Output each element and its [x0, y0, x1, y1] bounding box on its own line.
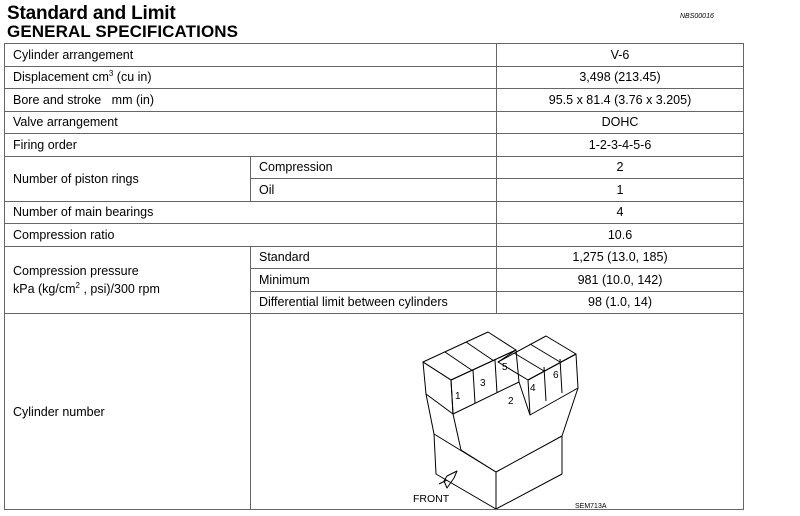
displacement-label-text: Displacement cm: [13, 70, 109, 85]
table-row: [5, 156, 744, 179]
figure-code: SEM713A: [575, 503, 607, 510]
cylinder-number-label: Cylinder number: [5, 314, 251, 510]
compression-ratio-value: 10.6: [497, 224, 744, 247]
table-row: [5, 66, 744, 89]
cylinder-number-1: 1: [455, 391, 461, 402]
table-row: [5, 111, 744, 134]
oil-rings-label: Oil: [251, 179, 497, 202]
compression-pressure-line2: [13, 280, 242, 298]
compression-pressure-label: [5, 246, 251, 314]
table-row: [5, 89, 744, 112]
standard-value: 1,275 (13.0, 185): [497, 246, 744, 269]
firing-order-label: Firing order: [5, 134, 497, 157]
piston-rings-label: Number of piston rings: [5, 156, 251, 201]
valve-arrangement-value: DOHC: [497, 111, 744, 134]
displacement-label-unit: (cu in): [113, 70, 152, 85]
minimum-label: Minimum: [251, 269, 497, 292]
cylinder-number-6: 6: [553, 370, 559, 381]
table-row: [5, 44, 744, 67]
differential-label: Differential limit between cylinders: [251, 291, 497, 314]
cylinder-number-2: 2: [508, 396, 514, 407]
compression-pressure-unit-rest: , psi)/300 rpm: [79, 281, 160, 296]
cylinder-figure-cell: [251, 314, 744, 510]
compression-rings-label: Compression: [251, 156, 497, 179]
v6-engine-diagram: [251, 314, 743, 509]
bore-stroke-value: 95.5 x 81.4 (3.76 x 3.205): [497, 89, 744, 112]
minimum-value: 981 (10.0, 142): [497, 269, 744, 292]
table-row: [5, 224, 744, 247]
displacement-label: [5, 66, 497, 89]
oil-rings-value: 1: [497, 179, 744, 202]
compression-ratio-label: Compression ratio: [5, 224, 497, 247]
compression-pressure-line1: Compression pressure: [13, 263, 139, 278]
compression-rings-value: 2: [497, 156, 744, 179]
cylinder-arrangement-label: Cylinder arrangement: [5, 44, 497, 67]
spec-table: [4, 43, 744, 510]
valve-arrangement-label: Valve arrangement: [5, 111, 497, 134]
main-bearings-value: 4: [497, 201, 744, 224]
firing-order-value: 1-2-3-4-5-6: [497, 134, 744, 157]
table-row: [5, 314, 744, 510]
cylinder-number-5: 5: [502, 362, 508, 373]
section-subtitle: GENERAL SPECIFICATIONS: [7, 22, 239, 41]
table-row: [5, 201, 744, 224]
cylinder-number-4: 4: [530, 383, 536, 394]
displacement-label-sup: 3: [108, 69, 114, 79]
front-label: FRONT: [413, 493, 450, 505]
standard-label: Standard: [251, 246, 497, 269]
document-code: NBS00016: [680, 13, 714, 20]
cylinder-arrangement-value: V-6: [497, 44, 744, 67]
displacement-value: 3,498 (213.45): [497, 66, 744, 89]
section-title: Standard and Limit: [7, 3, 176, 24]
bore-stroke-label: Bore and stroke mm (in): [5, 89, 497, 112]
compression-pressure-unit-text: kPa (kg/cm: [13, 281, 76, 296]
table-row: [5, 246, 744, 269]
cylinder-number-3: 3: [480, 378, 486, 389]
table-row: [5, 134, 744, 157]
main-bearings-label: Number of main bearings: [5, 201, 497, 224]
differential-value: 98 (1.0, 14): [497, 291, 744, 314]
compression-pressure-unit-sup: 2: [75, 280, 80, 290]
